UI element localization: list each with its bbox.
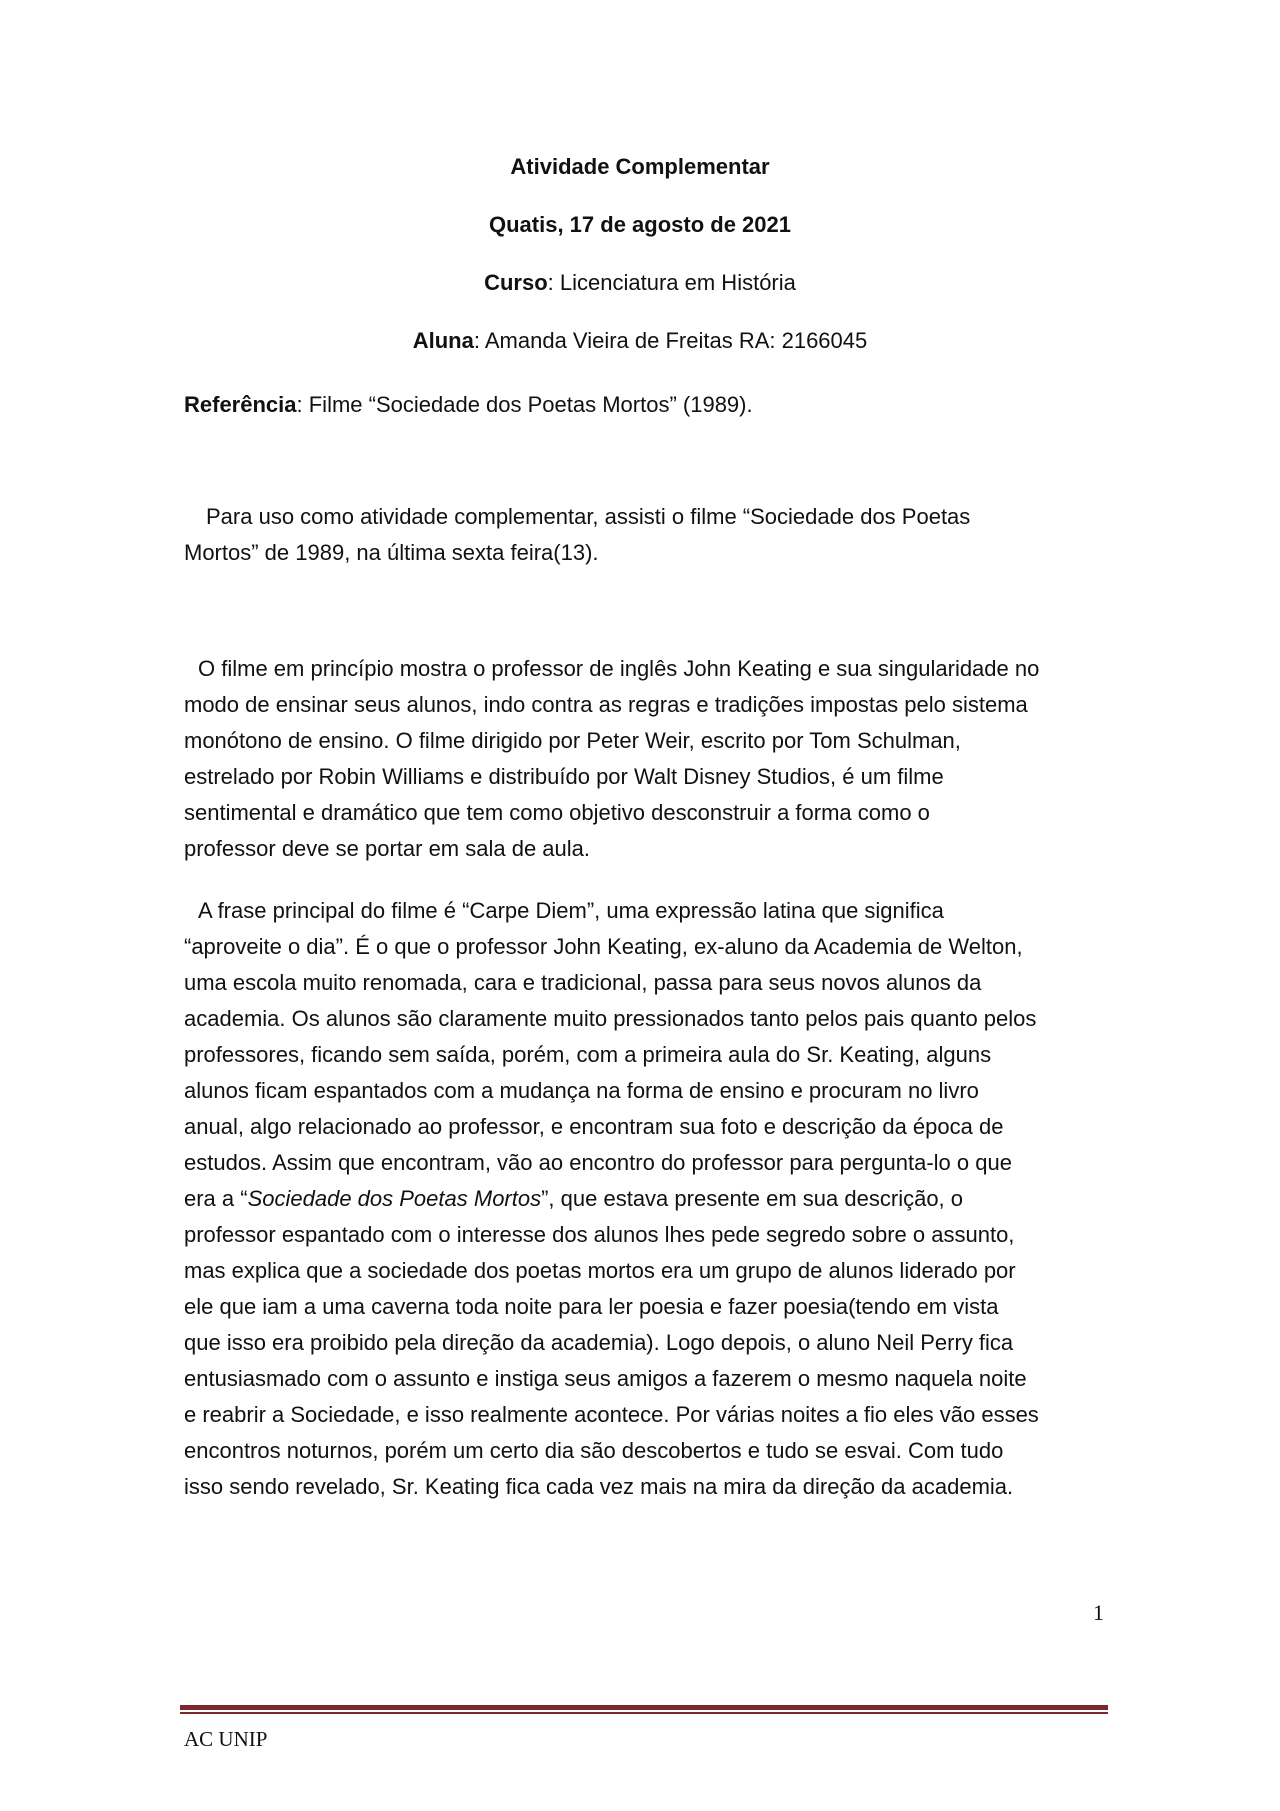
paragraph-line: modo de ensinar seus alunos, indo contra as regras e tradições impostas pelo sistema	[184, 692, 1028, 717]
paragraph-line: academia. Os alunos são claramente muito pressionados tanto pelos pais quanto pelos	[184, 1006, 1037, 1031]
paragraph-line: monótono de ensino. O filme dirigido por Peter Weir, escrito por Tom Schulman,	[184, 728, 961, 753]
italic-prefix: era a “	[184, 1186, 248, 1211]
italic-suffix: ”, que estava presente em sua descrição, o	[541, 1186, 964, 1211]
paragraph-line: que isso era proibido pela direção da academia). Logo depois, o aluno Neil Perry fica	[184, 1330, 1014, 1355]
paragraph-line: isso sendo revelado, Sr. Keating fica cada vez mais na mira da direção da academia.	[184, 1474, 1014, 1499]
footer-label: AC UNIP	[184, 1727, 268, 1751]
paragraph-line: professor deve se portar em sala de aula.	[184, 836, 591, 861]
student-line	[0, 326, 1280, 356]
paragraph-line: A frase principal do filme é “Carpe Diem”, uma expressão latina que significa	[198, 898, 944, 923]
paragraph-line-with-italic	[184, 1181, 1104, 1217]
footer-rule	[180, 1705, 1108, 1710]
reference-line	[184, 390, 753, 420]
course-label: Curso	[484, 270, 548, 295]
paragraph-line: ele que iam a uma caverna toda noite para ler poesia e fazer poesia(tendo em vista	[184, 1294, 999, 1319]
paragraph-line: Para uso como atividade complementar, assisti o filme “Sociedade dos Poetas	[206, 504, 971, 529]
student-label: Aluna	[412, 328, 474, 353]
paragraph-line: professor espantado com o interesse dos alunos lhes pede segredo sobre o assunto,	[184, 1222, 1015, 1247]
reference-label: Referência	[184, 392, 297, 417]
paragraph-line: professores, ficando sem saída, porém, com a primeira aula do Sr. Keating, alguns	[184, 1042, 992, 1067]
paragraph-line: estudos. Assim que encontram, vão ao encontro do professor para pergunta-lo o que	[184, 1150, 1012, 1175]
paragraph-line: Mortos” de 1989, na última sexta feira(13).	[184, 540, 599, 565]
paragraph-line: estrelado por Robin Williams e distribuído por Walt Disney Studios, é um filme	[184, 764, 944, 789]
paragraph-line: O filme em princípio mostra o professor de inglês John Keating e sua singularidade no	[198, 656, 1040, 681]
paragraph-2	[184, 651, 1104, 867]
document-title: Atividade Complementar	[510, 154, 770, 179]
paragraph-line: “aproveite o dia”. É o que o professor John Keating, ex-aluno da Academia de Welton,	[184, 934, 1023, 959]
paragraph-line: sentimental e dramático que tem como objetivo desconstruir a forma como o	[184, 800, 930, 825]
paragraph-line: anual, algo relacionado ao professor, e encontram sua foto e descrição da época de	[184, 1114, 1004, 1139]
paragraph-3	[184, 893, 1104, 1505]
page-number: 1	[1093, 1600, 1104, 1625]
paragraph-1	[184, 499, 1104, 571]
course-value: : Licenciatura em História	[547, 270, 796, 295]
paragraph-line: alunos ficam espantados com a mudança na forma de ensino e procuram no livro	[184, 1078, 979, 1103]
italic-film-title: Sociedade dos Poetas Mortos	[247, 1186, 542, 1211]
reference-value: : Filme “Sociedade dos Poetas Mortos” (1989).	[296, 392, 753, 417]
date-line: Quatis, 17 de agosto de 2021	[488, 212, 791, 237]
paragraph-line: entusiasmado com o assunto e instiga seus amigos a fazerem o mesmo naquela noite	[184, 1366, 1027, 1391]
paragraph-line: e reabrir a Sociedade, e isso realmente acontece. Por várias noites a fio eles vão esses	[184, 1402, 1039, 1427]
course-line	[0, 268, 1280, 298]
paragraph-line: mas explica que a sociedade dos poetas mortos era um grupo de alunos liderado por	[184, 1258, 1016, 1283]
footer-rule-thin	[180, 1712, 1108, 1714]
paragraph-line: uma escola muito renomada, cara e tradicional, passa para seus novos alunos da	[184, 970, 982, 995]
student-value: : Amanda Vieira de Freitas RA: 2166045	[473, 328, 868, 353]
paragraph-line: encontros noturnos, porém um certo dia são descobertos e tudo se esvai. Com tudo	[184, 1438, 1004, 1463]
